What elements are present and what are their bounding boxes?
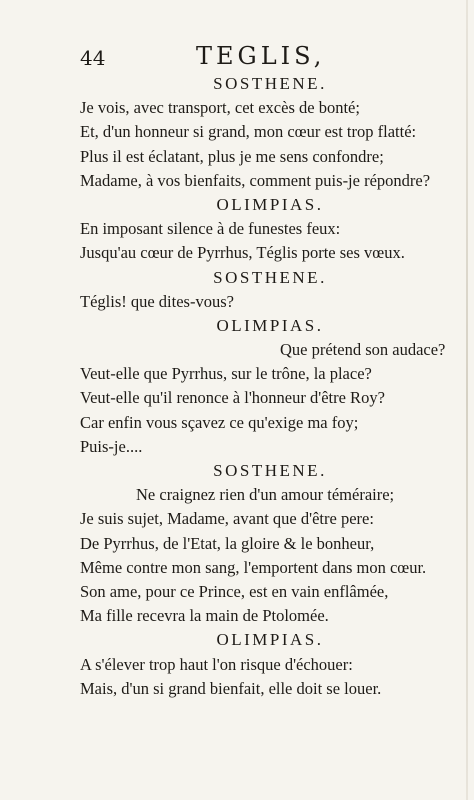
verse-line: A s'élever trop haut l'on risque d'échouer:: [80, 654, 353, 674]
page-edge: [466, 0, 468, 800]
verse-line: Même contre mon sang, l'emportent dans mon cœur.: [80, 557, 427, 577]
verse-line: Plus il est éclatant, plus je me sens confondre;: [80, 146, 384, 166]
verse-line: Et, d'un honneur si grand, mon cœur est trop flatté:: [80, 122, 417, 142]
speaker-name: SOSTHENE.: [213, 74, 327, 93]
speaker-name: SOSTHENE.: [213, 267, 327, 287]
verse-line: Ma fille recevra la main de Ptolomée.: [80, 606, 329, 626]
speaker-name: OLIMPIAS.: [216, 194, 324, 214]
verse-line: Jusqu'au cœur de Pyrrhus, Téglis porte ses vœux.: [80, 243, 405, 263]
verse-line: Son ame, pour ce Prince, est en vain enflâmée,: [80, 581, 389, 601]
speaker-name: OLIMPIAS.: [216, 630, 324, 650]
verse-line: Veut-elle qu'il renonce à l'honneur d'être Roy?: [80, 388, 385, 408]
verse-line: Téglis! que dites-vous?: [80, 291, 234, 311]
verse-line: Car enfin vous sçavez ce qu'exige ma foy;: [80, 412, 359, 432]
speaker-name: OLIMPIAS.: [216, 315, 324, 335]
verse-line: De Pyrrhus, de l'Etat, la gloire & le bonheur,: [80, 533, 375, 553]
verse-line: Je vois, avec transport, cet excès de bonté;: [80, 98, 360, 118]
verse-line: Puis-je....: [80, 436, 143, 456]
verse-line: Ne craignez rien d'un amour téméraire;: [136, 485, 395, 505]
play-text: [80, 72, 446, 701]
speaker-name: SOSTHENE.: [213, 461, 327, 480]
page-number: 44: [80, 46, 106, 70]
verse-line: Mais, d'un si grand bienfait, elle doit se louer.: [80, 678, 382, 698]
running-title: TEGLIS,: [196, 42, 326, 70]
verse-line: Veut-elle que Pyrrhus, sur le trône, la place?: [80, 364, 372, 384]
page-header: [0, 40, 474, 70]
verse-line: En imposant silence à de funestes feux:: [80, 219, 341, 239]
verse-line: Madame, à vos bienfaits, comment puis-je répondre?: [80, 170, 431, 190]
verse-line: Que prétend son audace?: [280, 340, 446, 360]
verse-line: Je suis sujet, Madame, avant que d'être pere:: [80, 509, 374, 529]
